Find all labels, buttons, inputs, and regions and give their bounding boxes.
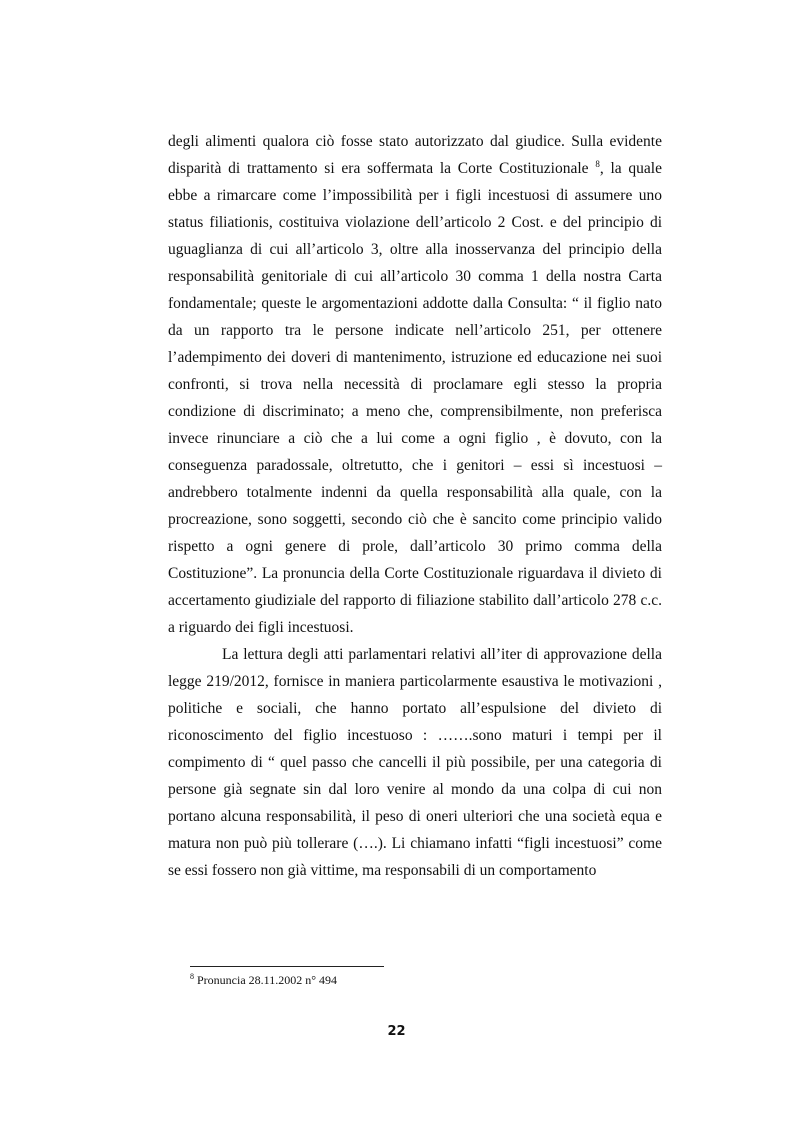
footnote-reference[interactable]: 8 (595, 158, 600, 169)
page-number: 22 (387, 1024, 406, 1039)
paragraph (168, 128, 662, 641)
footnote (190, 973, 337, 988)
main-text (168, 128, 662, 884)
footnote-separator (190, 966, 384, 967)
paragraph-text: degli alimenti qualora ciò fosse stato autorizzato dal giudice. Sulla evidente disparità di trattamento si era soffermata la Corte Costituzionale (168, 133, 662, 177)
footnote-number: 8 (190, 972, 194, 981)
paragraph-text: , la quale ebbe a rimarcare come l’impossibilità per i figli incestuosi di assumere uno status filiationis, costituiva violazione dell’articolo 2 Cost. e del principio di uguaglianza di cui all’articolo 3, oltre alla inosservanza del principio della responsabilità genitoriale di cui all’articolo 30 comma 1 della nostra Carta fondamentale; queste le argomentazioni addotte dalla Consulta: “ il figlio nato da un rapporto tra le persone indicate nell’articolo 251, per ottenere l’adempimento dei doveri di mantenimento, istruzione ed educazione nei suoi confronti, si trova nella necessità di proclamare egli stesso la propria condizione di discriminato; a meno che, comprensibilmente, non preferisca invece rinunciare a ciò che a lui come a ogni figlio , è dovuto, con la conseguenza paradossale, oltretutto, che i genitori – essi sì incestuosi – andrebbero totalmente indenni da quella responsabilità alla quale, con la procreazione, sono soggetti, secondo ciò che è sancito come principio valido rispetto a ogni genere di prole, dall’articolo 30 primo comma della Costituzione”. La pronuncia della Corte Costituzionale riguardava il divieto di accertamento giudiziale del rapporto di filiazione stabilito dall’articolo 278 c.c. a riguardo dei figli incestuosi. (168, 160, 662, 636)
footnote-text: Pronuncia 28.11.2002 n° 494 (197, 973, 338, 987)
paragraph: La lettura degli atti parlamentari relativi all’iter di approvazione della legge 219/2012, fornisce in maniera particolarmente esaustiva le motivazioni , politiche e sociali, che hanno portato all’espulsione del divieto di riconoscimento del figlio incestuoso : …….sono maturi i tempi per il compimento di “ quel passo che cancelli il più possibile, per una categoria di persone già segnate sin dal loro venire al mondo da una colpa di cui non portano alcuna responsabilità, il peso di oneri ulteriori che una società equa e matura non può più tollerare (….). Li chiamano infatti “figli incestuosi” come se essi fossero non già vittime, ma responsabili di un comportamento (168, 646, 662, 879)
